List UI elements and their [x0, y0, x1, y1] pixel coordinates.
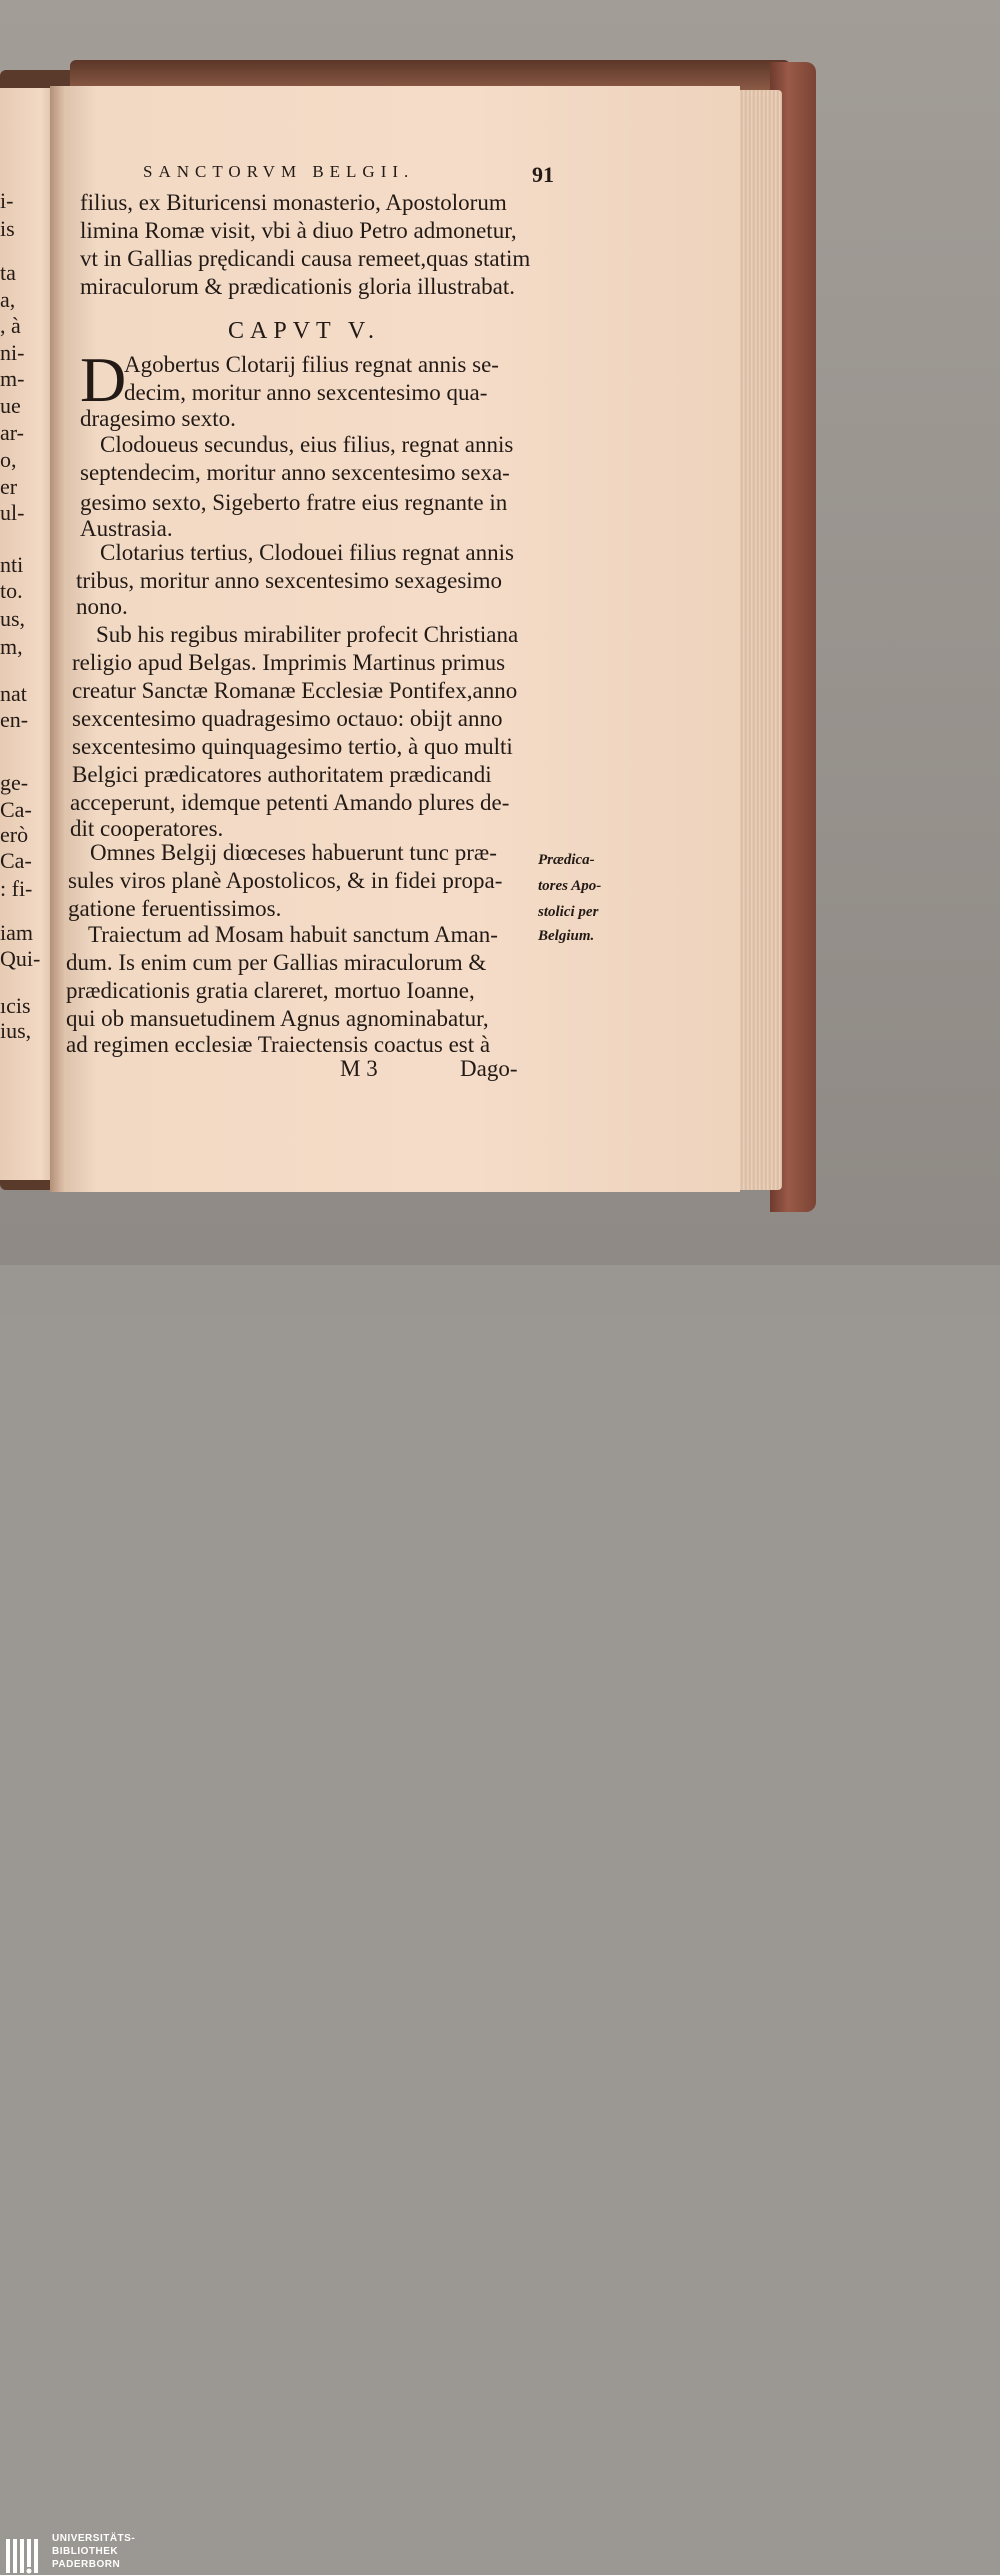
margin-note-line: stolici per — [538, 904, 599, 920]
left-page-fragment: ue — [0, 393, 21, 418]
signature-mark: M 3 — [340, 1056, 378, 1081]
left-page-fragment: en- — [0, 707, 29, 732]
left-page-fragment: m- — [0, 366, 25, 391]
text-line: dit cooperatores. — [70, 816, 224, 841]
text-line: gesimo sexto, Sigeberto fratre eius regnante in — [80, 490, 508, 515]
text-line: ad regimen ecclesiæ Traiectensis coactus est à — [66, 1032, 491, 1057]
text-line: vt in Gallias prędicandi causa remeet,quas statim — [80, 246, 531, 271]
text-line: limina Romæ visit, vbi à diuo Petro admonetur, — [80, 218, 517, 243]
footer-bar — [0, 1265, 1000, 2570]
page-number: 91 — [532, 162, 554, 187]
text-line: creatur Sanctæ Romanæ Ecclesiæ Pontifex,anno — [72, 678, 518, 703]
text-line: Clotarius tertius, Clodouei filius regnat annis — [100, 540, 514, 565]
left-page-fragment: m, — [0, 634, 23, 659]
drop-cap: D — [80, 344, 127, 415]
margin-note-line: tores Apo- — [538, 878, 602, 894]
catchword: Dago- — [460, 1056, 518, 1081]
margin-note-line: Belgium. — [538, 928, 595, 944]
text-line: nono. — [76, 594, 128, 619]
text-line: tribus, moritur anno sexcentesimo sexagesimo — [76, 568, 503, 593]
text-line: Omnes Belgij diœceses habuerunt tunc præ- — [90, 840, 497, 865]
left-page-fragment: o, — [0, 447, 17, 472]
text-line: sexcentesimo quinquagesimo tertio, à quo multi — [72, 734, 513, 759]
logo-line-2: BIBLIOTHEK — [52, 2546, 119, 2557]
text-line: Traiectum ad Mosam habuit sanctum Aman- — [88, 922, 498, 947]
text-line: Sub his regibus mirabiliter profecit Christiana — [96, 622, 519, 647]
text-line: qui ob mansuetudinem Agnus agnominabatur, — [66, 1006, 489, 1031]
left-page-fragment: to. — [0, 578, 23, 603]
text-line: sexcentesimo quadragesimo octauo: obijt anno — [72, 706, 503, 731]
left-page-fragment: Ca- — [0, 797, 32, 822]
text-line: acceperunt, idemque petenti Amando plures de- — [70, 790, 510, 815]
left-page-fragment: , à — [0, 313, 21, 338]
left-page-fragment: Qui- — [0, 946, 41, 971]
scan-area — [0, 0, 1000, 1265]
left-page-fragment: nat — [0, 681, 27, 706]
gutter — [50, 86, 66, 1192]
left-page-fragment: ni- — [0, 340, 25, 365]
text-line: Belgici prædicatores authoritatem prædicandi — [72, 762, 492, 787]
left-page-fragment: i- — [0, 188, 14, 213]
logo-line-3: PADERBORN — [52, 2559, 121, 2570]
margin-note-line: Prædica- — [538, 852, 595, 868]
text-line: septendecim, moritur anno sexcentesimo sexa- — [80, 460, 510, 485]
text-line: decim, moritur anno sexcentesimo qua- — [124, 380, 488, 405]
text-line: Agobertus Clotarij filius regnat annis se- — [124, 352, 499, 377]
text-line: dragesimo sexto. — [80, 406, 236, 431]
library-logo-icon — [6, 2535, 42, 2575]
text-line: religio apud Belgas. Imprimis Martinus primus — [72, 650, 506, 675]
text-line: dum. Is enim cum per Gallias miraculorum & — [66, 950, 487, 975]
left-page-fragment: is — [0, 216, 15, 241]
left-page-fragment: ius, — [0, 1018, 32, 1043]
text-line: filius, ex Bituricensi monasterio, Apostolorum — [80, 190, 507, 215]
left-page-fragment: nti — [0, 552, 24, 577]
left-page-fragment: iam — [0, 920, 33, 945]
left-page-fragment: ar- — [0, 420, 24, 445]
logo-line-1: UNIVERSITÄTS- — [52, 2533, 136, 2544]
chapter-heading: CAPVT V. — [228, 318, 381, 344]
text-line: Clodoueus secundus, eius filius, regnat annis — [100, 432, 514, 457]
text-line: prædicationis gratia clareret, mortuo Ioanne, — [66, 978, 475, 1003]
text-line: miraculorum & prædicationis gloria illustrabat. — [80, 274, 515, 299]
left-page-fragment: ıcis — [0, 993, 31, 1018]
left-page-fragment: us, — [0, 606, 26, 631]
left-page-fragment: a, — [0, 287, 16, 312]
text-line: gatione feruentissimos. — [68, 896, 282, 921]
left-page-fragment: erò — [0, 822, 29, 847]
running-title: SANCTORVM BELGII. — [143, 162, 415, 181]
left-page-fragment: Ca- — [0, 848, 32, 873]
text-line: Austrasia. — [80, 516, 173, 541]
left-page-fragment: ul- — [0, 500, 25, 525]
left-page-fragment: : fi- — [0, 876, 33, 901]
text-line: sules viros planè Apostolicos, & in fidei propa- — [68, 868, 503, 893]
left-page-fragment: er — [0, 474, 18, 499]
left-page-fragment: ge- — [0, 770, 29, 795]
left-page-fragment: ta — [0, 260, 16, 285]
